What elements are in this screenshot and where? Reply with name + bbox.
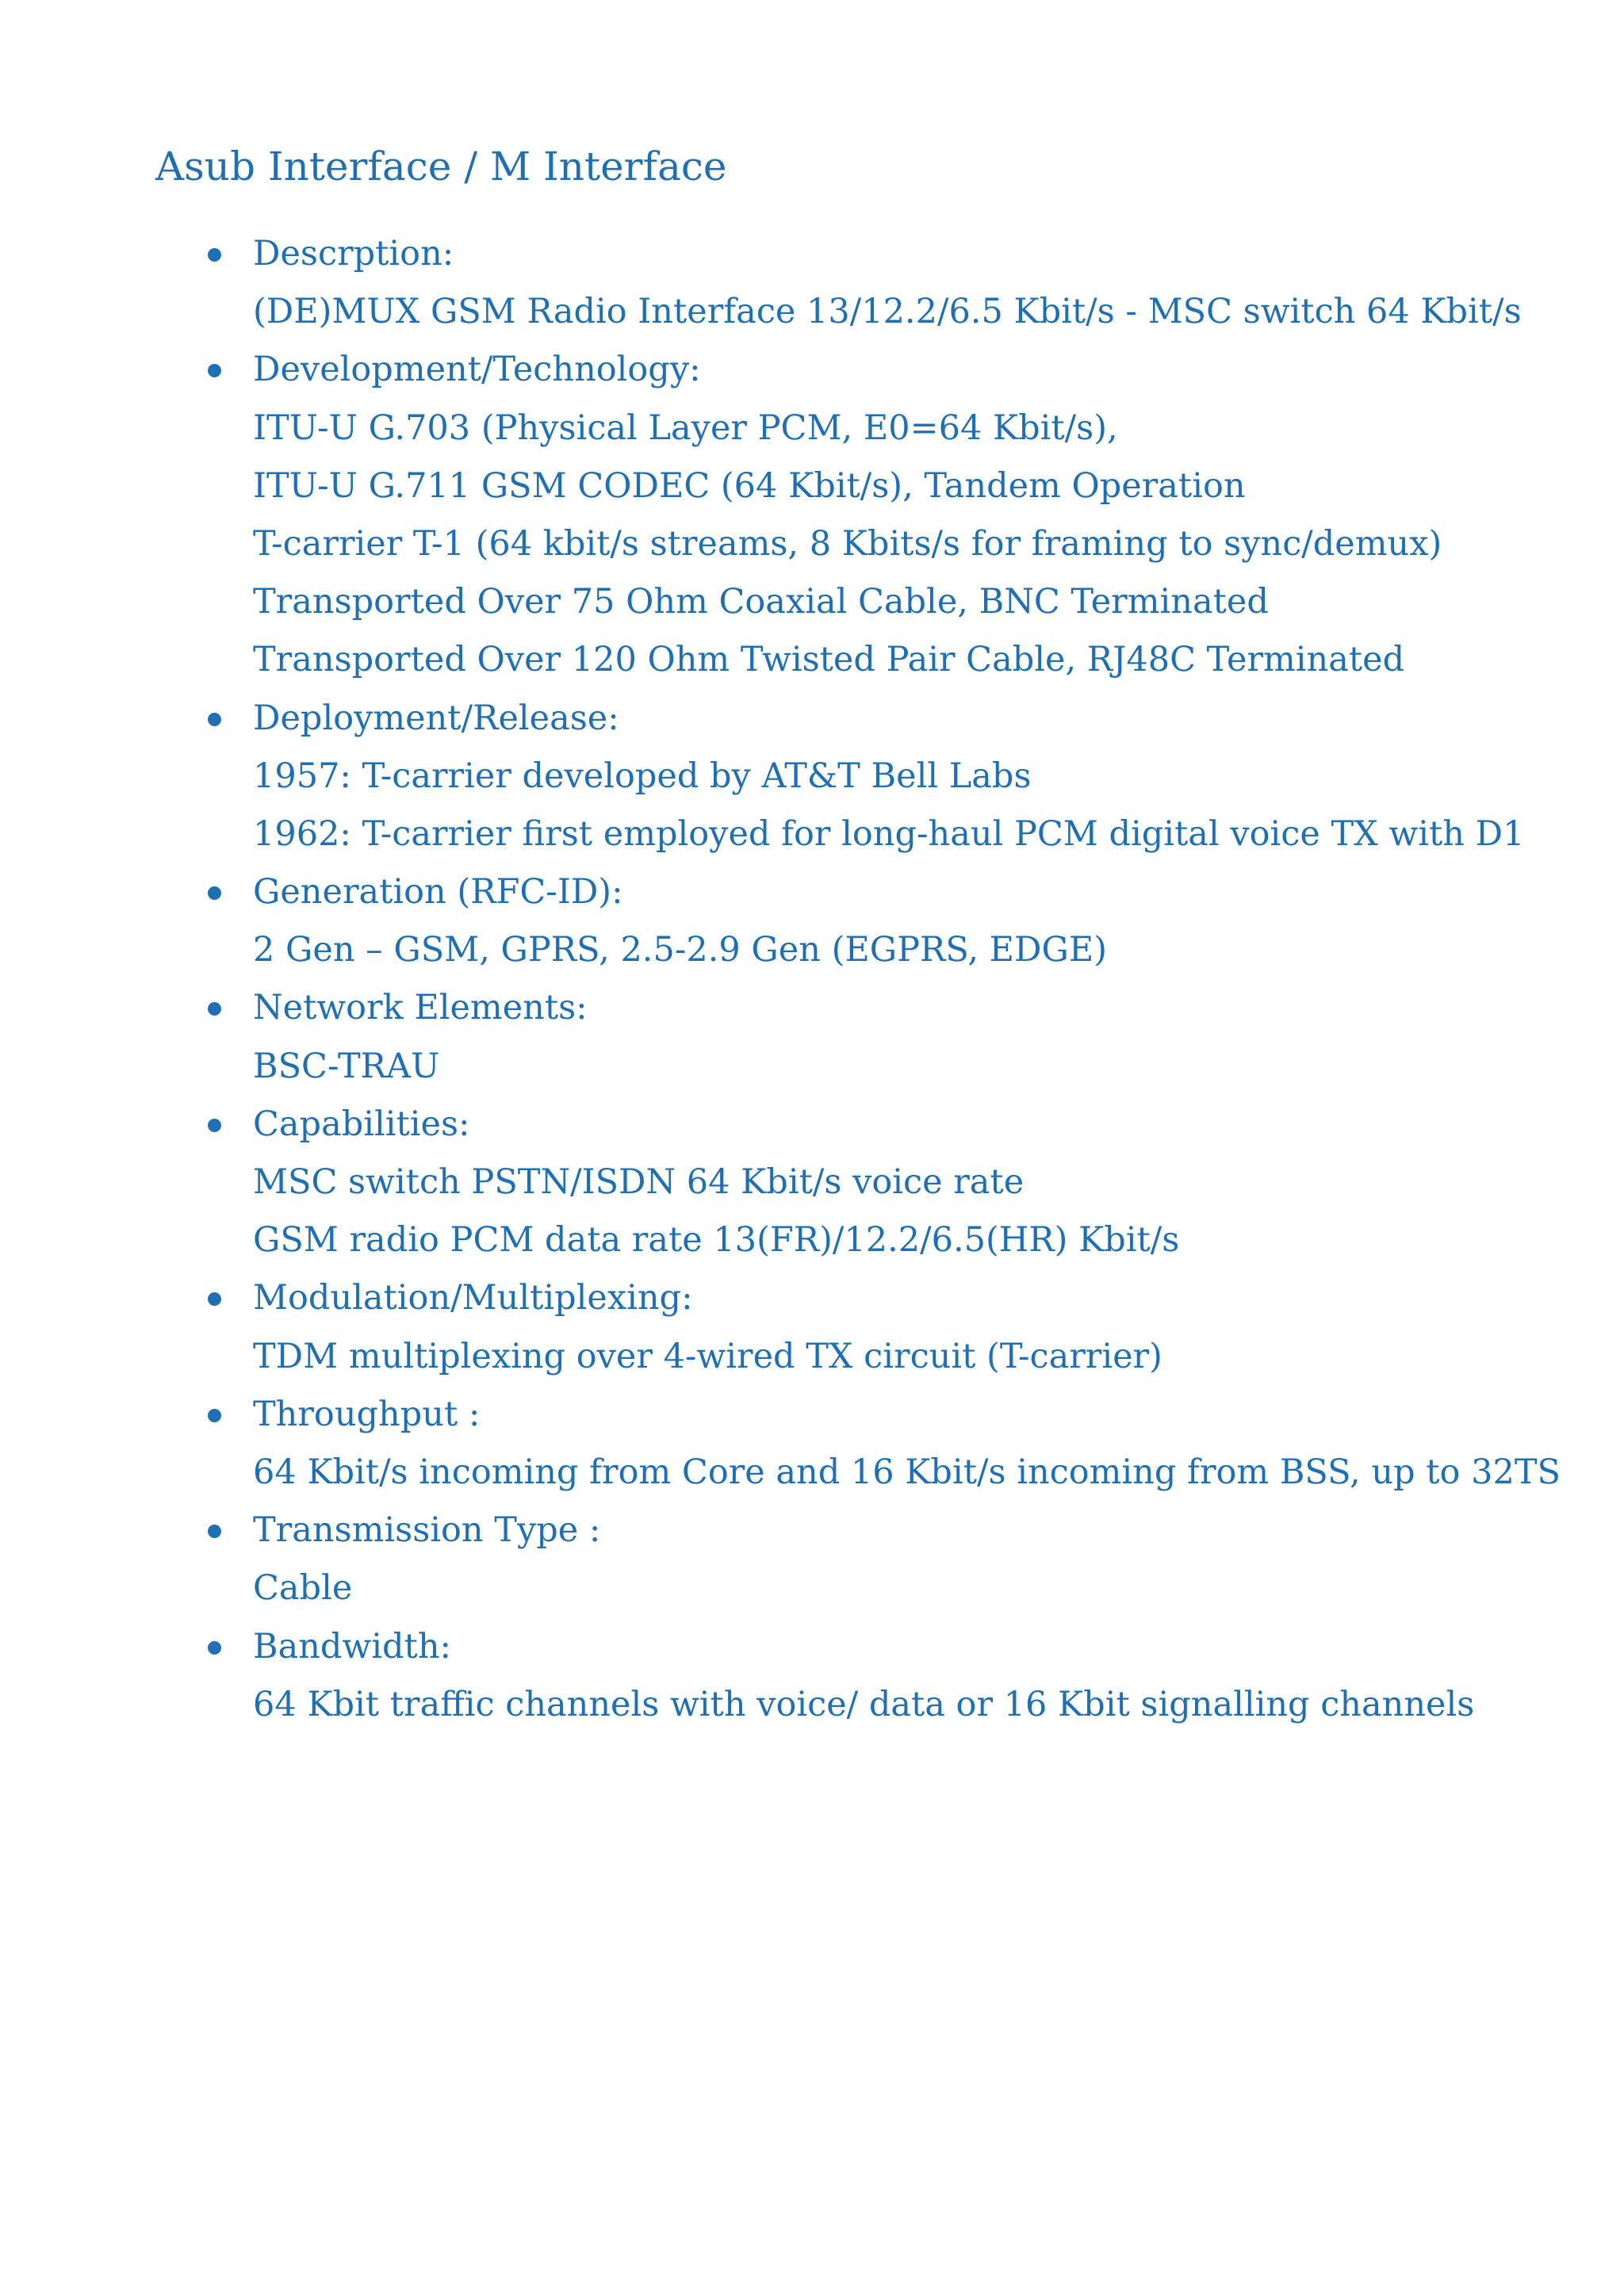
item-label-line — [0, 690, 1624, 748]
item-detail-line: Transported Over 75 Ohm Coaxial Cable, BNC Terminated — [253, 582, 1269, 622]
item-label: Modulation/Multiplexing: — [253, 1278, 693, 1318]
item-detail-line: 64 Kbit traffic channels with voice/ data or 16 Kbit signalling channels — [253, 1684, 1475, 1724]
item-label: Descrption: — [253, 234, 454, 274]
item-label: Capabilities: — [253, 1104, 470, 1144]
item-label: Deployment/Release: — [253, 698, 619, 738]
list-item — [0, 1502, 1624, 1617]
item-label: Transmission Type : — [253, 1510, 601, 1551]
item-detail-line: 64 Kbit/s incoming from Core and 16 Kbit/s incoming from BSS, up to 32TS — [253, 1452, 1561, 1492]
item-label: Development/Technology: — [253, 350, 701, 390]
bullet-icon — [208, 713, 221, 726]
item-detail-line: 1957: T-carrier developed by AT&T Bell Labs — [253, 756, 1032, 796]
bullet-icon — [208, 886, 221, 900]
spec-list — [0, 225, 1624, 1734]
item-detail-line: ITU-U G.703 (Physical Layer PCM, E0=64 Kbit/s), — [253, 408, 1118, 448]
item-detail-line: BSC-TRAU — [253, 1046, 440, 1086]
bullet-icon — [208, 248, 221, 262]
item-label-line — [0, 225, 1624, 283]
item-detail-line: ITU-U G.711 GSM CODEC (64 Kbit/s), Tandem Operation — [253, 465, 1246, 506]
item-detail-line: Transported Over 120 Ohm Twisted Pair Cable, RJ48C Terminated — [253, 640, 1405, 680]
bullet-icon — [208, 1525, 221, 1538]
item-detail-line: MSC switch PSTN/ISDN 64 Kbit/s voice rate — [253, 1162, 1025, 1202]
item-label-line — [0, 1269, 1624, 1327]
list-item — [0, 1269, 1624, 1385]
item-label: Network Elements: — [253, 988, 588, 1028]
item-label-line — [0, 341, 1624, 399]
bullet-icon — [208, 1292, 221, 1306]
item-detail-line: GSM radio PCM data rate 13(FR)/12.2/6.5(HR) Kbit/s — [253, 1220, 1180, 1261]
item-detail-line: T-carrier T-1 (64 kbit/s streams, 8 Kbits/s for framing to sync/demux) — [253, 523, 1442, 564]
bullet-icon — [208, 1002, 221, 1016]
list-item — [0, 979, 1624, 1095]
item-label-line — [0, 1386, 1624, 1444]
item-label-line — [0, 1618, 1624, 1676]
item-label-line — [0, 1096, 1624, 1154]
list-item — [0, 225, 1624, 341]
page-title: Asub Interface / M Interface — [155, 144, 727, 189]
item-detail-line: 1962: T-carrier first employed for long-haul PCM digital voice TX with D1 — [253, 813, 1525, 854]
item-detail-line: 2 Gen – GSM, GPRS, 2.5-2.9 Gen (EGPRS, EDGE) — [253, 930, 1108, 970]
item-label-line — [0, 863, 1624, 921]
item-label: Bandwidth: — [253, 1626, 452, 1667]
item-label-line — [0, 1502, 1624, 1559]
bullet-icon — [208, 1119, 221, 1132]
list-item — [0, 863, 1624, 979]
bullet-icon — [208, 364, 221, 377]
list-item — [0, 1618, 1624, 1734]
item-label: Generation (RFC-ID): — [253, 872, 623, 913]
list-item — [0, 690, 1624, 864]
item-detail-line: (DE)MUX GSM Radio Interface 13/12.2/6.5 Kbit/s - MSC switch 64 Kbit/s — [253, 292, 1522, 332]
item-label-line — [0, 979, 1624, 1037]
list-item — [0, 1386, 1624, 1502]
bullet-icon — [208, 1641, 221, 1655]
item-label: Throughput : — [253, 1394, 481, 1434]
bullet-icon — [208, 1409, 221, 1422]
item-detail-line: TDM multiplexing over 4-wired TX circuit (T-carrier) — [253, 1336, 1162, 1376]
item-detail-line: Cable — [253, 1568, 353, 1609]
list-item — [0, 1096, 1624, 1270]
list-item — [0, 341, 1624, 689]
